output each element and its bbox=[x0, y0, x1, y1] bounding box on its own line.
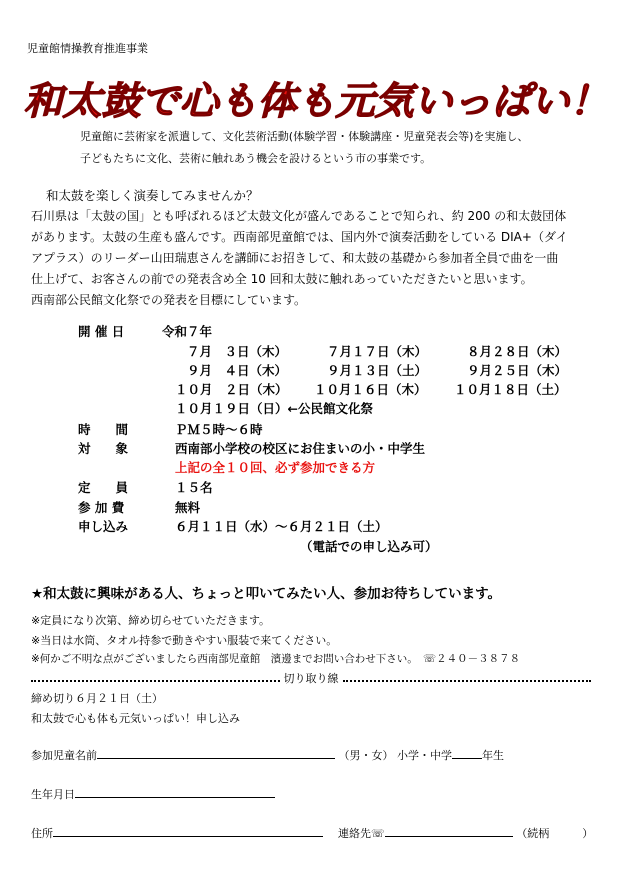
body-line-5: 西南部公民館文化祭での発表を目標にしています。 bbox=[31, 293, 307, 307]
date-7: １０月 ２日（木） bbox=[175, 382, 288, 397]
date-6: ９月２５日（木） bbox=[467, 363, 568, 378]
date-label: 開 催 日 bbox=[78, 324, 125, 339]
target-label: 対 象 bbox=[78, 441, 129, 456]
address-row bbox=[31, 824, 593, 841]
body-line-1: 石川県は「太鼓の国」とも呼ばれるほど太鼓文化が盛んであることで知られ、約 200 の和太鼓団体 bbox=[31, 209, 567, 223]
time-label: 時 間 bbox=[78, 422, 129, 437]
contact-label: 連絡先☏ bbox=[338, 827, 385, 840]
deadline-text: 締め切り６月２１日（土） bbox=[31, 692, 163, 705]
capacity-label: 定 員 bbox=[78, 480, 129, 495]
body-line-4: 仕上げて、お客さんの前での発表含め全 10 回和太鼓に触れあっていただきたいと思います。 bbox=[31, 272, 533, 286]
callout-text: ★和太鼓に興味がある人、ちょっと叩いてみたい人、参加お待ちしています。 bbox=[31, 586, 502, 602]
fee-label: 参 加 費 bbox=[78, 500, 125, 515]
intro-line-2: 子どもたちに文化、芸術に触れあう機会を設けるという市の事業です。 bbox=[80, 152, 432, 165]
main-title: 和太鼓で心も体も元気いっぱい！ bbox=[23, 79, 609, 123]
cut-line-dots-left bbox=[31, 674, 280, 682]
grade-field[interactable] bbox=[452, 746, 482, 759]
date-10: １０月１９日（日）←公民館文化祭 bbox=[175, 401, 373, 416]
date-3: ８月２８日（木） bbox=[467, 344, 568, 359]
form-title: 和太鼓で心も体も元気いっぱい！申し込み bbox=[31, 712, 240, 725]
time-value: ＰＭ５時～６時 bbox=[175, 422, 263, 437]
note-3: ※何かご不明な点がございましたら西南部児童館 濱邊までお問い合わせ下さい。 ☏２４０－３８７８ bbox=[31, 653, 521, 665]
date-4: ９月 ４日（木） bbox=[187, 363, 288, 378]
main-title-banner bbox=[16, 72, 616, 124]
apply-label: 申し込み bbox=[78, 519, 129, 534]
cut-line bbox=[31, 670, 591, 686]
date-9: １０月１８日（土） bbox=[454, 382, 567, 397]
apply-value: ６月１１日（水）～６月２１日（土） bbox=[175, 519, 388, 534]
birth-row bbox=[31, 785, 275, 802]
cut-line-label: 切り取り線 bbox=[283, 672, 339, 685]
apply-note: （電話での申し込み可） bbox=[300, 539, 438, 554]
body-line-3: アプラス）のリーダー山田瑞恵さんを講師にお招きして、和太鼓の基礎から参加者全員で曲を一曲 bbox=[31, 251, 559, 265]
date-2: ７月１７日（木） bbox=[327, 344, 428, 359]
organization-label: 児童館情操教育推進事業 bbox=[27, 42, 148, 55]
target-value: 西南部小学校の校区にお住まいの小・中学生 bbox=[175, 441, 426, 456]
contact-field[interactable] bbox=[385, 824, 513, 837]
note-1: ※定員になり次第、締め切らせていただきます。 bbox=[31, 614, 271, 627]
intro-line-1: 児童館に芸術家を派遣して、文化芸術活動(体験学習・体験講座・児童発表会等)を実施し、 bbox=[80, 130, 529, 143]
grade-label: 年生 bbox=[482, 749, 504, 762]
name-row bbox=[31, 746, 504, 763]
birth-field[interactable] bbox=[75, 785, 275, 798]
capacity-value: １５名 bbox=[175, 480, 213, 495]
school-choice[interactable]: 小学・中学 bbox=[397, 749, 452, 762]
gender-choice[interactable]: （男・女） bbox=[338, 749, 394, 762]
question-text: 和太鼓を楽しく演奏してみませんか？ bbox=[46, 188, 259, 203]
body-line-2: があります。太鼓の生産も盛んです。西南部児童館では、国内外で演奏活動をしている DIA+（ダイ bbox=[31, 230, 568, 244]
date-8: １０月１６日（木） bbox=[314, 382, 427, 397]
date-1: ７月 ３日（木） bbox=[187, 344, 288, 359]
date-5: ９月１３日（土） bbox=[327, 363, 428, 378]
birth-label: 生年月日 bbox=[31, 788, 75, 801]
name-field[interactable] bbox=[97, 746, 335, 759]
note-2: ※当日は水筒、タオル持参で動きやすい服装で来てください。 bbox=[31, 634, 338, 647]
relation-label: （続柄 ） bbox=[516, 827, 594, 840]
main-title-svg bbox=[16, 72, 616, 124]
address-field[interactable] bbox=[53, 824, 323, 837]
name-label: 参加児童名前 bbox=[31, 749, 97, 762]
target-note: 上記の全１０回、必ず参加できる方 bbox=[175, 460, 376, 475]
address-label: 住所 bbox=[31, 827, 53, 840]
cut-line-dots-right bbox=[343, 674, 592, 682]
fee-value: 無料 bbox=[175, 500, 201, 515]
date-year: 令和７年 bbox=[162, 324, 213, 339]
